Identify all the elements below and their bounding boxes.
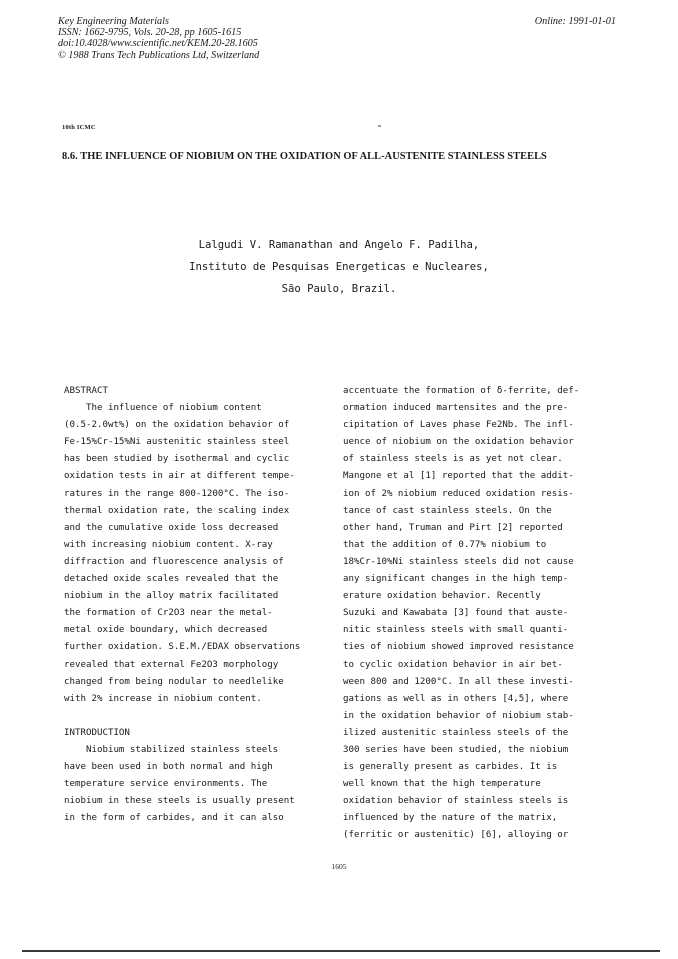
body-line: 300 series have been studied, the niobium — [343, 744, 569, 755]
abstract-line: niobium in the alloy matrix facilitated — [64, 591, 279, 602]
body-line: ween 800 and 1200°C. In all these investi- — [343, 676, 574, 687]
abstract-line: and the cumulative oxide loss decreased — [64, 522, 279, 533]
section-gap — [64, 708, 332, 725]
right-column — [343, 383, 613, 845]
abstract-line: metal oxide boundary, which decreased — [64, 625, 268, 636]
doi-line: doi:10.4028/www.scientific.net/KEM.20-28.1605 — [58, 38, 258, 50]
abstract-line: thermal oxidation rate, the scaling index — [64, 505, 290, 516]
abstract-line: oxidation tests in air at different tempe- — [64, 471, 295, 482]
body-line: that the addition of 0.77% niobium to — [343, 539, 547, 550]
author-names: Lalgudi V. Ramanathan and Angelo F. Padilha, — [198, 239, 480, 251]
abstract-line: The influence of niobium content — [64, 403, 262, 414]
conference-label: 10th ICMC — [62, 124, 96, 131]
body-line: ion of 2% niobium reduced oxidation resis- — [343, 488, 574, 499]
abstract-line: revealed that external Fe2O3 morphology — [64, 659, 279, 670]
body-line: oxidation behavior of stainless steels is — [343, 796, 569, 807]
abstract-heading: ABSTRACT — [64, 386, 108, 396]
issn-line: ISSN: 1662-9795, Vols. 20-28, pp 1605-1615 — [58, 27, 242, 39]
body-line: to cyclic oxidation behavior in air bet- — [343, 659, 563, 670]
abstract-line: Fe-15%Cr-15%Ni austenitic stainless steel — [64, 437, 290, 448]
body-line: influenced by the nature of the matrix, — [343, 813, 558, 824]
body-line: ties of niobium showed improved resistance — [343, 642, 574, 653]
body-line: of stainless steels is as yet not clear. — [343, 454, 563, 465]
intro-line: in the form of carbides, and it can also — [64, 813, 284, 824]
journal-name: Key Engineering Materials — [58, 16, 169, 27]
abstract-line: with increasing niobium content. X-ray — [64, 539, 273, 550]
introduction-heading: INTRODUCTION — [64, 727, 130, 738]
abstract-line: further oxidation. S.E.M./EDAX observations — [64, 642, 301, 653]
body-line: is generally present as carbides. It is — [343, 762, 558, 773]
body-line: gations as well as in others [4,5], where — [343, 693, 569, 704]
left-column — [64, 383, 332, 827]
body-line: other hand, Truman and Pirt [2] reported — [343, 522, 563, 533]
abstract-line: diffraction and fluorescence analysis of — [64, 556, 284, 567]
body-line: Mangone et al [1] reported that the addit- — [343, 471, 574, 482]
intro-line: have been used in both normal and high — [64, 762, 273, 773]
abstract-line: has been studied by isothermal and cyclic — [64, 454, 290, 465]
journal-header — [58, 16, 259, 61]
body-line: Suzuki and Kawabata [3] found that auste- — [343, 608, 569, 619]
body-line: uence of niobium on the oxidation behavior — [343, 437, 574, 448]
author-institute: Instituto de Pesquisas Energeticas e Nucleares, — [189, 261, 489, 273]
abstract-line: (0.5-2.0wt%) on the oxidation behavior of — [64, 420, 290, 431]
page-number: 1605 — [331, 862, 347, 871]
body-line: erature oxidation behavior. Recently — [343, 591, 541, 602]
body-line: (ferritic or austenitic) [6], alloying or — [343, 830, 569, 841]
intro-line: niobium in these steels is usually present — [64, 796, 295, 807]
body-line: tance of cast stainless steels. On the — [343, 505, 552, 516]
online-date: Online: 1991-01-01 — [534, 16, 616, 27]
body-line: any significant changes in the high temp- — [343, 574, 569, 585]
abstract-line: ratures in the range 800-1200°C. The iso- — [64, 488, 290, 499]
body-line: ilized austenitic stainless steels of the — [343, 727, 569, 738]
body-line: cipitation of Laves phase Fe2Nb. The infl- — [343, 420, 574, 431]
body-line: in the oxidation behavior of niobium stab- — [343, 710, 574, 721]
body-line: 18%Cr-10%Ni stainless steels did not cause — [343, 556, 574, 567]
body-line: ormation induced martensites and the pre- — [343, 403, 569, 414]
body-line: accentuate the formation of δ-ferrite, def- — [343, 386, 580, 396]
copyright-line: © 1988 Trans Tech Publications Ltd, Switzerland — [58, 49, 260, 61]
author-location: São Paulo, Brazil. — [281, 283, 397, 295]
abstract-line: the formation of Cr2O3 near the metal- — [64, 608, 273, 619]
body-line: well known that the high temperature — [343, 779, 541, 790]
scan-speck — [378, 125, 381, 127]
abstract-line: changed from being nodular to needlelike — [64, 676, 284, 687]
abstract-line: with 2% increase in niobium content. — [64, 693, 262, 704]
author-block — [0, 234, 678, 300]
footer-rule — [22, 950, 660, 952]
paper-title: 8.6. THE INFLUENCE OF NIOBIUM ON THE OXIDATION OF ALL-AUSTENITE STAINLESS STEELS — [62, 151, 547, 162]
body-line: nitic stainless steels with small quanti- — [343, 625, 569, 636]
intro-line: temperature service environments. The — [64, 779, 268, 790]
abstract-line: detached oxide scales revealed that the — [64, 574, 279, 585]
intro-line: Niobium stabilized stainless steels — [64, 744, 279, 755]
